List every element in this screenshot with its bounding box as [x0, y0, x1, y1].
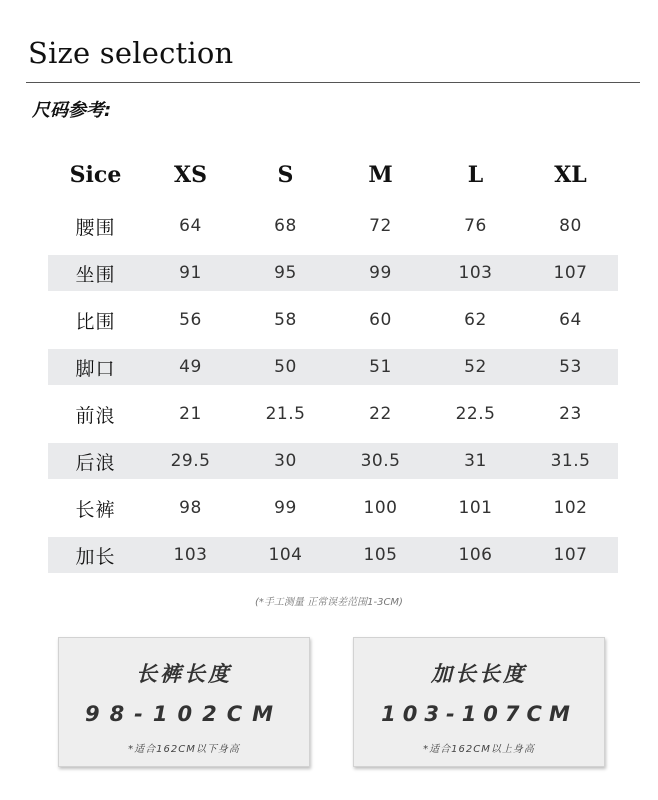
column-header: S [277, 162, 294, 188]
row-label: 加长 [75, 545, 116, 568]
row-label: 腰围 [75, 216, 116, 239]
table-cell: 98 [179, 498, 202, 518]
table-cell: 105 [363, 545, 398, 565]
row-label: 脚口 [75, 357, 116, 380]
table-cell: 29.5 [170, 451, 211, 471]
table-cell: 64 [179, 216, 202, 236]
column-header: M [368, 162, 393, 188]
column-header: XL [554, 162, 587, 188]
table-cell: 21 [179, 404, 202, 424]
card-title: 长裤长度 [136, 662, 232, 686]
table-cell: 21.5 [265, 404, 306, 424]
table-cell: 72 [369, 216, 392, 236]
table-cell: 22 [369, 404, 392, 424]
column-header: Sice [69, 162, 122, 188]
table-row [48, 302, 618, 338]
table-cell: 106 [458, 545, 493, 565]
page-title: Size selection [28, 36, 234, 70]
table-row [48, 490, 618, 526]
row-label: 比围 [75, 310, 116, 333]
table-cell: 99 [274, 498, 297, 518]
row-label: 长裤 [75, 498, 116, 521]
card-title: 加长长度 [431, 662, 527, 686]
table-cell: 22.5 [455, 404, 496, 424]
table-cell: 56 [179, 310, 202, 330]
table-cell: 95 [274, 263, 297, 283]
table-cell: 104 [268, 545, 303, 565]
table-cell: 100 [363, 498, 398, 518]
row-label: 坐围 [75, 263, 116, 286]
size-table [48, 155, 618, 584]
table-cell: 30 [274, 451, 297, 471]
table-cell: 30.5 [360, 451, 401, 471]
table-cell: 62 [464, 310, 487, 330]
table-cell: 53 [559, 357, 582, 377]
table-cell: 50 [274, 357, 297, 377]
table-cell: 60 [369, 310, 392, 330]
title-divider [26, 82, 640, 83]
table-header-row [48, 155, 618, 195]
table-cell: 102 [553, 498, 588, 518]
table-cell: 23 [559, 404, 582, 424]
table-row [48, 255, 618, 291]
table-cell: 101 [458, 498, 493, 518]
column-header: XS [174, 162, 207, 188]
table-cell: 103 [458, 263, 493, 283]
table-cell: 31.5 [550, 451, 591, 471]
row-label: 前浪 [75, 404, 116, 427]
table-cell: 51 [369, 357, 392, 377]
column-header: L [467, 162, 484, 188]
table-row [48, 443, 618, 479]
table-cell: 91 [179, 263, 202, 283]
table-cell: 58 [274, 310, 297, 330]
card-length-range: 103-107CM [381, 702, 577, 726]
table-row [48, 537, 618, 573]
row-label: 后浪 [75, 451, 116, 474]
table-cell: 76 [464, 216, 487, 236]
table-cell: 49 [179, 357, 202, 377]
table-cell: 64 [559, 310, 582, 330]
table-cell: 80 [559, 216, 582, 236]
card-height-note: *适合162CM以下身高 [128, 744, 240, 755]
extended-length-card [353, 637, 605, 767]
table-cell: 52 [464, 357, 487, 377]
standard-length-card [58, 637, 310, 767]
table-row [48, 208, 618, 244]
table-row [48, 349, 618, 385]
card-length-range: 98-102CM [84, 702, 284, 726]
table-row [48, 396, 618, 432]
measurement-note: (*手工测量 正常误差范围1-3CM) [255, 597, 403, 608]
table-cell: 103 [173, 545, 208, 565]
size-reference-heading: 尺码参考: [32, 100, 112, 121]
table-cell: 31 [464, 451, 487, 471]
table-cell: 99 [369, 263, 392, 283]
table-cell: 68 [274, 216, 297, 236]
table-cell: 107 [553, 263, 588, 283]
table-cell: 107 [553, 545, 588, 565]
card-height-note: *适合162CM以上身高 [423, 744, 535, 755]
